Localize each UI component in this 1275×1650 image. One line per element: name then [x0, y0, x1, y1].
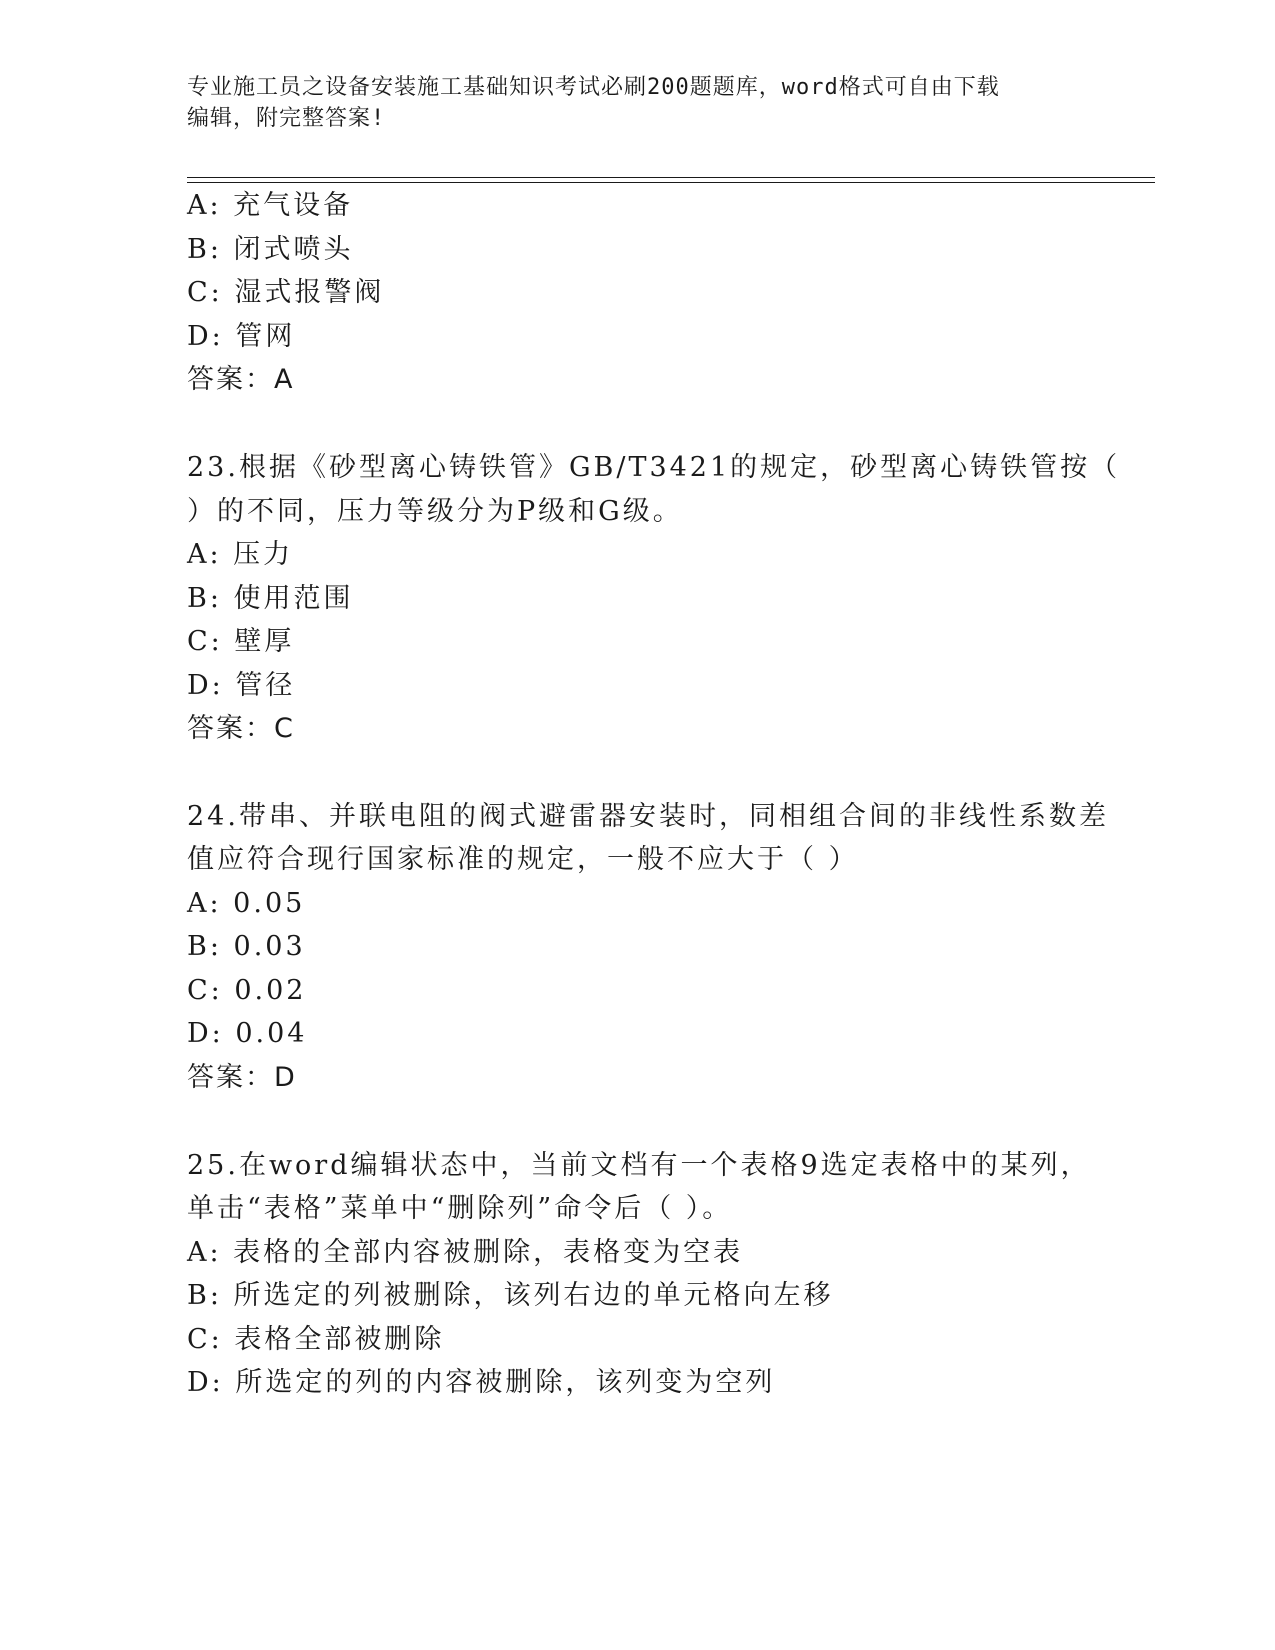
- q24-stem-line-2: 值应符合现行国家标准的规定，一般不应大于（ ）: [187, 844, 859, 875]
- header-line-1: 专业施工员之设备安装施工基础知识考试必刷200题题库，word格式可自由下载: [187, 75, 1000, 100]
- q22-option-c: C: 湿式报警阀: [187, 277, 385, 308]
- q24-option-a: A: 0.05: [187, 888, 306, 919]
- q23-option-d: D: 管径: [187, 670, 296, 701]
- q25-stem-line-2: 单击“表格”菜单中“删除列”命令后（ ）。: [187, 1193, 733, 1224]
- q23-stem-line-2: ）的不同，压力等级分为P级和G级。: [187, 496, 683, 527]
- q24-option-c: C: 0.02: [187, 975, 307, 1006]
- q22-option-b: B: 闭式喷头: [187, 234, 354, 265]
- q23-option-b: B: 使用范围: [187, 583, 354, 614]
- header-divider-top: [187, 177, 1155, 178]
- q25-option-c: C: 表格全部被删除: [187, 1324, 445, 1355]
- q24-stem-line-1: 24.带串、并联电阻的阀式避雷器安装时，同相组合间的非线性系数差: [187, 801, 1109, 832]
- q23-stem-line-1: 23.根据《砂型离心铸铁管》GB/T3421的规定，砂型离心铸铁管按（: [187, 452, 1121, 483]
- header-line-2: 编辑，附完整答案!: [187, 106, 386, 131]
- q24-answer: 答案：D: [187, 1062, 297, 1093]
- header-divider-bottom: [187, 182, 1155, 183]
- q24-option-d: D: 0.04: [187, 1018, 308, 1049]
- q22-answer: 答案：A: [187, 364, 295, 395]
- q25-option-b: B: 所选定的列被删除，该列右边的单元格向左移: [187, 1280, 834, 1311]
- q22-option-a: A: 充气设备: [187, 190, 354, 221]
- q25-option-d: D: 所选定的列的内容被删除，该列变为空列: [187, 1367, 776, 1398]
- q23-option-a: A: 压力: [187, 539, 294, 570]
- q23-option-c: C: 壁厚: [187, 626, 295, 657]
- q24-option-b: B: 0.03: [187, 931, 306, 962]
- q25-stem-line-1: 25.在word编辑状态中，当前文档有一个表格9选定表格中的某列，: [187, 1150, 1091, 1181]
- q22-option-d: D: 管网: [187, 321, 296, 352]
- q25-option-a: A: 表格的全部内容被删除，表格变为空表: [187, 1237, 744, 1268]
- q23-answer: 答案：C: [187, 713, 295, 744]
- document-header: [187, 72, 1067, 134]
